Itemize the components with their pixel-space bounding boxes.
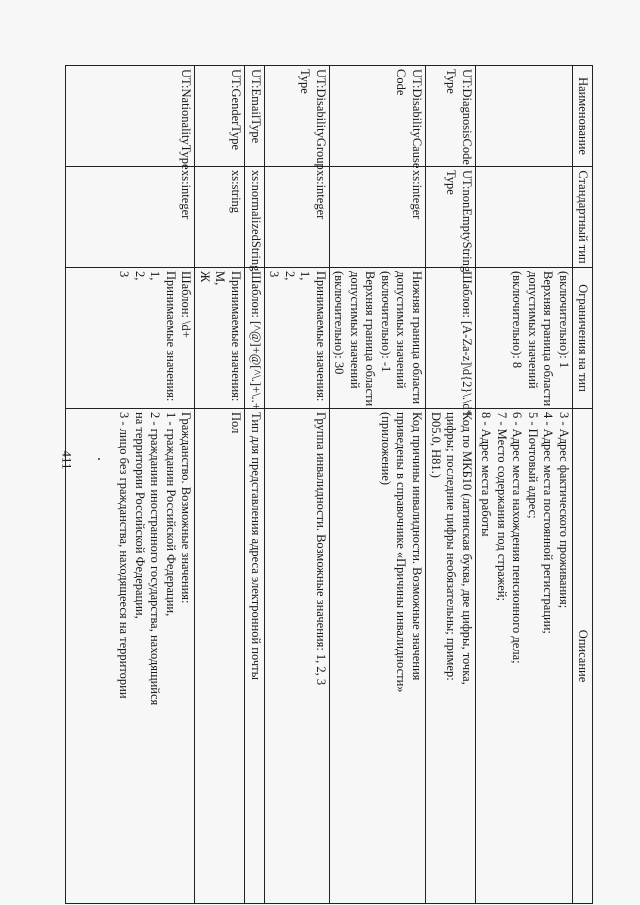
- header-standard-type: Стандартный тип: [573, 167, 593, 268]
- cell-constraints: [245, 268, 265, 409]
- cell-line: 1,: [148, 271, 163, 281]
- cell-line: 5 - Почтовый адрес;: [526, 412, 540, 519]
- cell-name: [426, 66, 476, 167]
- cell-line: 1 - гражданин Российской Федерации,: [164, 412, 178, 617]
- header-description: Описание: [573, 409, 593, 904]
- cell-line: 3 - лицо без гражданства, находящееся на территории: [117, 412, 132, 699]
- table-row: [476, 66, 573, 904]
- cell-line: Группа инвалидности. Возможные значения: 1, 2, 3: [314, 412, 328, 686]
- cell-standard-type: [265, 167, 330, 268]
- cell-line: Шаблон: \d+: [179, 271, 194, 338]
- cell-line: Тип для представления адреса электронной почты: [249, 412, 263, 681]
- table-row: [66, 66, 195, 904]
- cell-name: [330, 66, 426, 167]
- cell-line: Шаблон: [^@]+@[^\.]+\..+: [249, 271, 263, 410]
- cell-constraints: [476, 268, 573, 409]
- cell-line: UT:DisabilityGroup: [314, 69, 328, 170]
- cell-line: 3: [267, 271, 282, 278]
- cell-line: Гражданство. Возможные значения:: [179, 412, 194, 604]
- table-header-row: [573, 66, 593, 904]
- cell-line: 1,: [298, 271, 313, 281]
- cell-constraints: [265, 268, 330, 409]
- cell-line: xs:integer: [179, 170, 194, 220]
- table-row: [245, 66, 265, 904]
- cell-line: Type: [298, 69, 313, 94]
- rotated-table-container: [83, 65, 593, 903]
- cell-line: Нижняя граница области: [410, 271, 424, 405]
- cell-standard-type: [195, 167, 245, 268]
- cell-line: 3: [117, 271, 132, 278]
- table-row: [330, 66, 426, 904]
- cell-description: [330, 409, 426, 904]
- cell-line: Верхняя граница области: [363, 271, 378, 407]
- cell-line: (включительно): 30: [332, 271, 347, 375]
- cell-line: 4 - Адрес места постоянной регистрации;: [541, 412, 556, 634]
- cell-line: М,: [213, 271, 228, 286]
- cell-line: приведены в справочнике «Причины инвалидности»: [394, 412, 409, 693]
- cell-line: Пол: [229, 412, 243, 434]
- cell-line: UT:EmailType: [249, 69, 263, 144]
- cell-description: [66, 409, 195, 904]
- cell-standard-type: [426, 167, 476, 273]
- cell-constraints: [330, 268, 426, 409]
- table-row: [195, 66, 245, 904]
- cell-line: 7 - Место содержания под стражей;: [495, 412, 509, 601]
- cell-line: UT:DiagnosisCode: [460, 69, 474, 165]
- page-number: 411: [59, 450, 75, 470]
- cell-name: [66, 66, 195, 170]
- cell-line: UT:GenderType: [229, 69, 243, 151]
- cell-line: xs:integer: [410, 170, 424, 220]
- table-row: [265, 66, 330, 904]
- cell-line: xs:normalizedString: [249, 170, 263, 272]
- cell-line: Принимаемые значения:: [229, 271, 243, 402]
- cell-line: Ж: [198, 271, 212, 283]
- cell-line: на территории Российской Федерации,: [133, 412, 147, 619]
- header-name: Наименование: [573, 66, 593, 167]
- cell-line: D05.0, H81.): [429, 412, 443, 478]
- cell-line: xs:string: [229, 170, 243, 214]
- cell-line: Код по МКБ10 (латинская буква, две цифры, точка,: [460, 412, 474, 685]
- table-row: [426, 66, 476, 904]
- cell-line: 2,: [283, 271, 297, 281]
- cell-line: цифры; последние цифры необязательны; пример:: [444, 412, 459, 681]
- cell-standard-type: [476, 167, 573, 268]
- header-constraints: Ограничения на тип: [573, 268, 593, 409]
- cell-line: Принимаемые значения:: [314, 271, 328, 402]
- cell-description: [245, 409, 265, 904]
- cell-constraints: [66, 268, 195, 409]
- table-body: [66, 66, 573, 904]
- cell-line: (включительно): 8: [510, 271, 525, 369]
- cell-line: Code: [394, 69, 409, 96]
- cell-constraints: [195, 268, 245, 409]
- cell-line: UT:NationalityType: [179, 69, 194, 170]
- cell-name: [195, 66, 245, 167]
- cell-line: Принимаемые значения:: [164, 271, 178, 402]
- cell-line: (включительно): -1: [379, 271, 393, 373]
- cell-line: 2,: [133, 271, 147, 281]
- cell-line: допустимых значений: [348, 271, 362, 389]
- cell-name: [265, 66, 330, 170]
- cell-line: допустимых значений: [526, 271, 540, 389]
- cell-description: [265, 409, 330, 904]
- cell-description: [476, 409, 573, 904]
- cell-line: Код причины инвалидности. Возможные значения: [410, 412, 424, 681]
- cell-name: [476, 66, 573, 167]
- cell-line: Верхняя граница области: [541, 271, 556, 407]
- cell-description: [426, 409, 476, 904]
- cell-line: Шаблон: [A-Za-z]\d{2}\.\d*: [460, 271, 474, 416]
- cell-standard-type: [66, 167, 195, 268]
- cell-line: UT:DisabilityCause: [410, 69, 424, 169]
- cell-standard-type: [245, 167, 265, 272]
- cell-description: [195, 409, 245, 904]
- cell-constraints: [426, 268, 476, 416]
- cell-line: 3 - Адрес фактического проживания;: [557, 412, 571, 609]
- cell-line: xs:integer: [314, 170, 328, 220]
- cell-line: (приложение): [379, 412, 393, 486]
- cell-line: Type: [444, 69, 459, 94]
- cell-standard-type: [330, 167, 426, 268]
- cell-line: (включительно): 1: [557, 271, 571, 369]
- cell-name: [245, 66, 265, 167]
- types-table: [66, 65, 594, 904]
- cell-line: UT:nonEmptyString: [460, 170, 474, 273]
- cell-line: 2 - гражданин иностранного государства, находящийся: [148, 412, 163, 706]
- cell-line: 8 - Адрес места работы: [479, 412, 494, 537]
- cell-line: 6 - Адрес места нахождения пенсионного дела;: [510, 412, 525, 664]
- cell-line: Type: [444, 170, 459, 195]
- cell-line: допустимых значений: [394, 271, 409, 389]
